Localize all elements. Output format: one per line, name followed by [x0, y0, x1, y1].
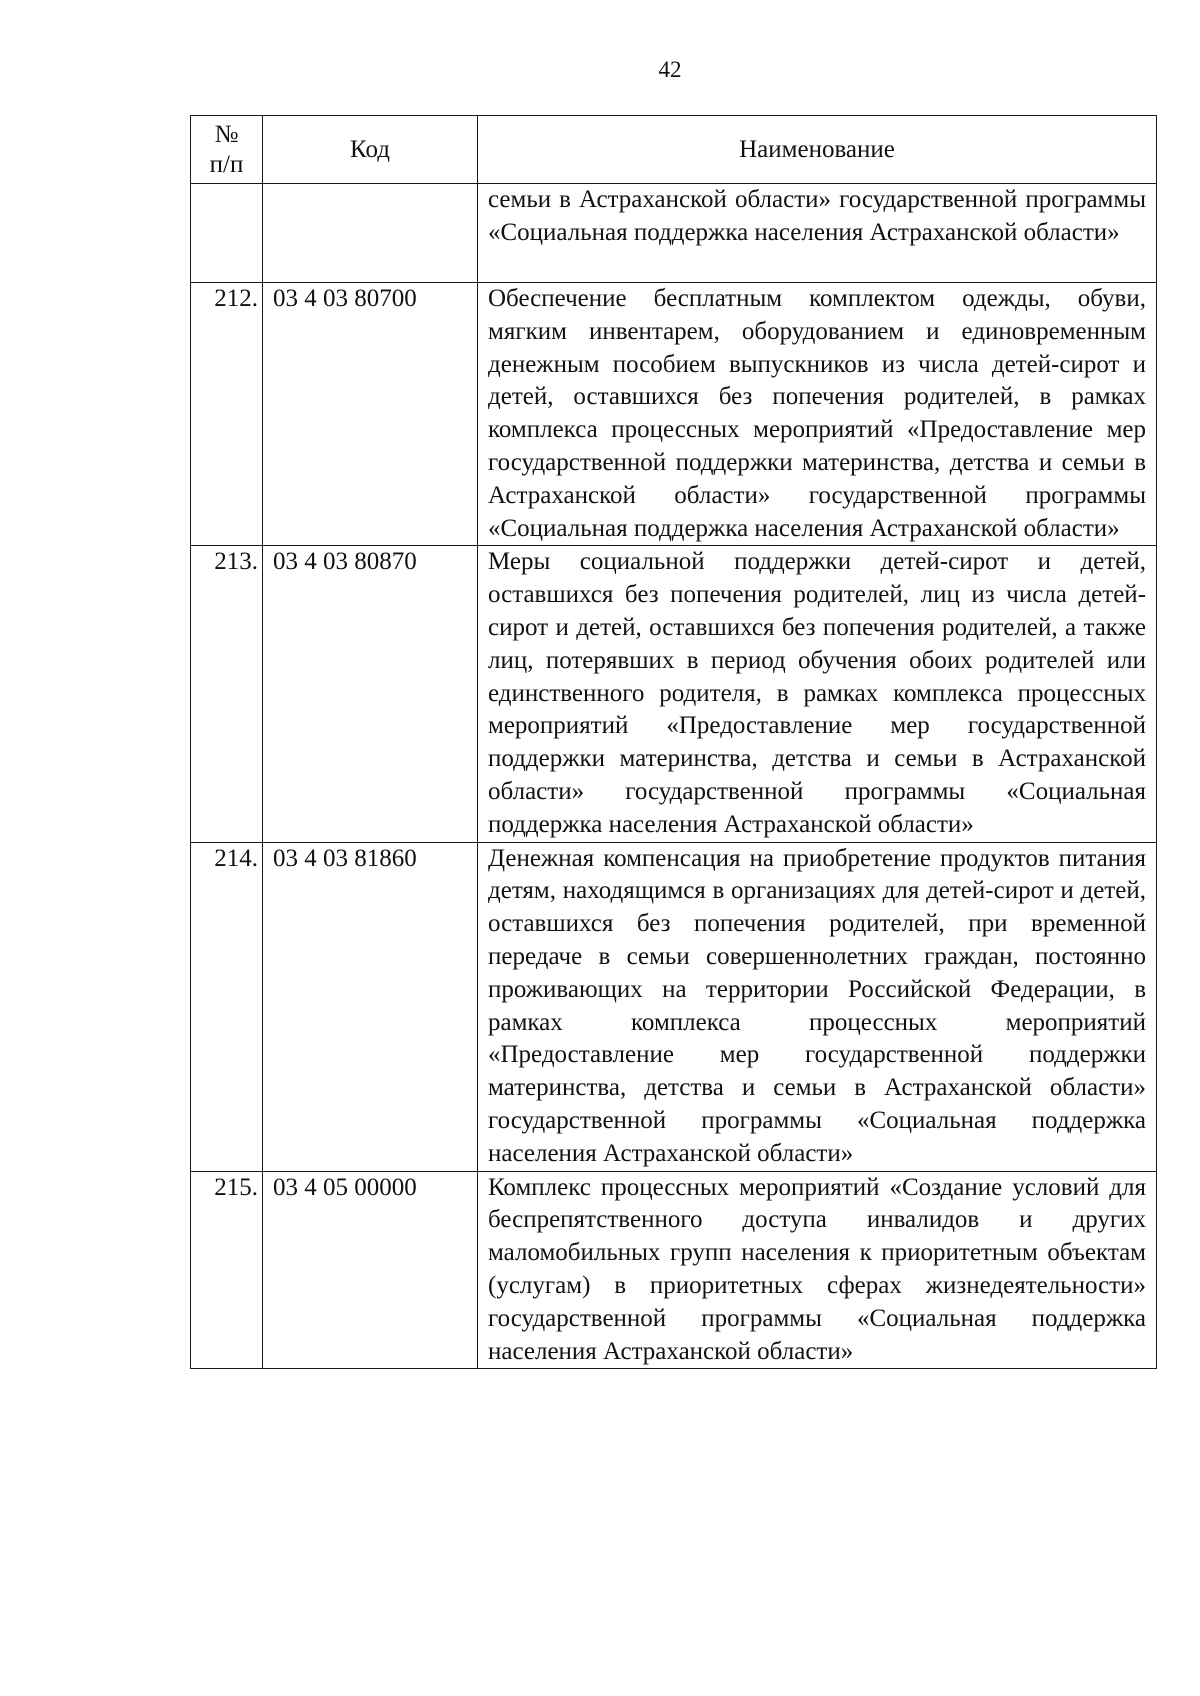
cell-code: 03 4 03 80870: [263, 546, 478, 842]
cell-code: [263, 184, 478, 283]
budget-code-table: [190, 115, 1157, 1369]
cell-number: [191, 184, 263, 283]
cell-number: 212.: [191, 283, 263, 546]
table-row: [191, 842, 1157, 1171]
cell-name: Обеспечение бесплатным комплектом одежды, обуви, мягким инвентарем, оборудованием и единовременным денежным пособием выпускников из числа детей-сирот и детей, оставшихся без попечения родителей, в рамках комплекса процессных мероприятий «Предоставление мер государственной поддержки материнства, детства и семьи в Астраханской области» государственной программы «Социальная поддержка населения Астраханской области»: [478, 283, 1157, 546]
cell-number: 214.: [191, 842, 263, 1171]
table-row: [191, 283, 1157, 546]
table-header-row: [191, 116, 1157, 184]
cell-code: 03 4 03 81860: [263, 842, 478, 1171]
table-row-continuation: [191, 184, 1157, 283]
header-code: Код: [263, 116, 478, 184]
header-number: № п/п: [191, 116, 263, 184]
cell-name: Денежная компенсация на приобретение продуктов питания детям, находящимся в организациях для детей-сирот и детей, оставшихся без попечения родителей, при временной передаче в семьи совершеннолетних граждан, постоянно проживающих на территории Российской Федерации, в рамках комплекса процессных мероприятий «Предоставление мер государственной поддержки материнства, детства и семьи в Астраханской области» государственной программы «Социальная поддержка населения Астраханской области»: [478, 842, 1157, 1171]
cell-number: 215.: [191, 1171, 263, 1369]
cell-code: 03 4 05 00000: [263, 1171, 478, 1369]
table-row: [191, 546, 1157, 842]
cell-name: Комплекс процессных мероприятий «Создание условий для беспрепятственного доступа инвалидов и других маломобильных групп населения к приоритетным объектам (услугам) в приоритетных сферах жизнедеятельности» государственной программы «Социальная поддержка населения Астраханской области»: [478, 1171, 1157, 1369]
page-number: 42: [658, 57, 682, 82]
cell-number: 213.: [191, 546, 263, 842]
table-row: [191, 1171, 1157, 1369]
cell-name: Меры социальной поддержки детей-сирот и детей, оставшихся без попечения родителей, лиц из числа детей-сирот и детей, оставшихся без попечения родителей, а также лиц, потерявших в период обучения обоих родителей или единственного родителя, в рамках комплекса процессных мероприятий «Предоставление мер государственной поддержки материнства, детства и семьи в Астраханской области» государственной программы «Социальная поддержка населения Астраханской области»: [478, 546, 1157, 842]
cell-code: 03 4 03 80700: [263, 283, 478, 546]
header-name: Наименование: [478, 116, 1157, 184]
cell-name: семьи в Астраханской области» государственной программы «Социальная поддержка населения Астраханской области»: [478, 184, 1157, 283]
